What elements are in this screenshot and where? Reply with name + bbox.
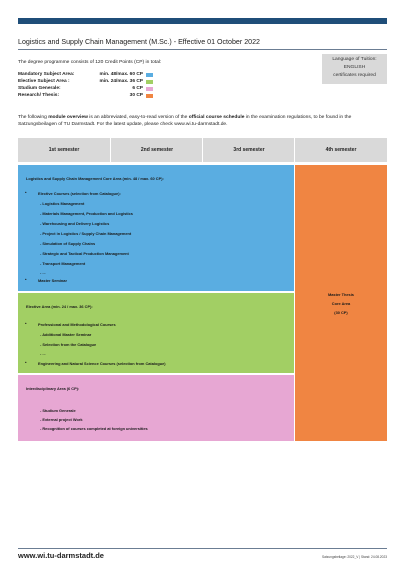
semester-3-header: 3rd semester: [203, 138, 295, 162]
elective-courses-label: Elective Courses (selection from Catalogue):: [38, 191, 121, 196]
core-course-item: - Project in Logistics / Supply Chain Management: [40, 231, 132, 236]
desc-bold: official course schedule: [188, 115, 245, 120]
thesis-title: Master Thesis: [328, 292, 354, 297]
core-course-item: - Strategic and Tactical Production Management: [40, 251, 129, 256]
elective-area-block: [18, 293, 294, 373]
credit-label: Studium Generale:: [18, 86, 61, 91]
credit-label: Elective Subject Area :: [18, 79, 70, 84]
credit-value: min. 48/max. 60 CP: [99, 72, 143, 77]
desc-part: The following: [18, 115, 49, 120]
thesis-cp: (30 CP): [334, 310, 348, 315]
core-area-heading: Logistics and Supply Chain Management Core Area (min. 48 / max. 60 CP):: [26, 176, 164, 181]
prof-courses-label: Professional and Methodological Courses: [38, 322, 116, 327]
core-course-item: - ...: [40, 270, 46, 275]
color-swatch: [146, 87, 153, 91]
core-course-item: - Materials Management, Production and Logistics: [40, 211, 133, 216]
semester-divider: [202, 138, 203, 162]
color-swatch: [146, 73, 153, 77]
credit-label: Mandatory Subject Area:: [18, 72, 75, 77]
bullet-icon: •: [25, 360, 27, 365]
description-text: [18, 114, 387, 128]
semester-4-header: 4th semester: [295, 138, 387, 162]
credit-value: min. 24/max. 36 CP: [99, 79, 143, 84]
desc-bold: module overview: [48, 115, 88, 120]
desc-part: is an abbreviated, easy-to-read version of the: [87, 115, 189, 120]
tuition-info-box: [322, 54, 387, 84]
master-thesis-block: [295, 165, 387, 441]
semester-divider: [294, 138, 295, 162]
semester-divider: [110, 138, 111, 162]
bullet-icon: •: [25, 321, 27, 326]
eng-courses-label: Engineering and Natural Science Courses (selection from Catalogue): [38, 361, 166, 366]
intro-text: The degree programme consists of 120 Credit Points (CP) in total:: [18, 60, 162, 65]
tuition-label: Language of Tuition:: [332, 57, 377, 62]
color-swatch: [146, 80, 153, 84]
page-title: Logistics and Supply Chain Management (M.Sc.) - Effective 01 October 2022: [18, 38, 260, 46]
inter-area-heading: Interdisciplinary Area (6 CP):: [26, 386, 80, 391]
footer-meta: Satzungsbeilage: 2022_V | Stand: 24.08.2023: [322, 555, 387, 559]
core-course-item: - Simulation of Supply Chains: [40, 241, 96, 246]
footer-url-link[interactable]: www.wi.tu-darmstadt.de: [18, 551, 104, 560]
bullet-icon: •: [25, 190, 27, 195]
master-seminar-label: Master Seminar: [38, 278, 67, 283]
interdisciplinary-area-block: [18, 375, 294, 441]
core-area-block: [18, 165, 294, 291]
elective-course-item: - ...: [40, 351, 46, 356]
color-swatch: [146, 94, 153, 98]
semester-1-header: 1st semester: [18, 138, 110, 162]
core-course-item: - Transport Management: [40, 261, 86, 266]
elective-course-item: - Additional Master Seminar: [40, 332, 92, 337]
header-bar: [18, 18, 387, 24]
inter-item: - External project Work: [40, 417, 83, 422]
credit-value: 6 CP: [132, 86, 143, 91]
inter-item: - Studium Generale: [40, 408, 76, 413]
tuition-note: certificates required: [333, 73, 376, 78]
semester-2-header: 2nd semester: [111, 138, 203, 162]
desc-part: in the examination regulations, to be found in the Satzungsbeilagen of TU Darmstadt. For the latest update, please check www.wi.tu-darmstadt.de.: [18, 115, 352, 127]
elective-course-item: - Selection from the Catalogue: [40, 342, 97, 347]
tuition-language: ENGLISH: [343, 65, 366, 70]
thesis-subtitle: Core Area: [331, 301, 351, 306]
footer-divider: [18, 548, 387, 549]
credit-value: 30 CP: [129, 93, 143, 98]
bullet-icon: •: [25, 277, 27, 282]
title-divider: [18, 49, 387, 50]
inter-item: - Recognition of courses completed at foreign universities: [40, 426, 148, 431]
core-course-item: - Warehousing and Delivery Logistics: [40, 221, 110, 226]
core-course-item: - Logistics Management: [40, 201, 85, 206]
credit-label: Research/ Thesis:: [18, 93, 60, 98]
elective-area-heading: Elective Area (min. 24 / max. 36 CP):: [26, 304, 93, 309]
